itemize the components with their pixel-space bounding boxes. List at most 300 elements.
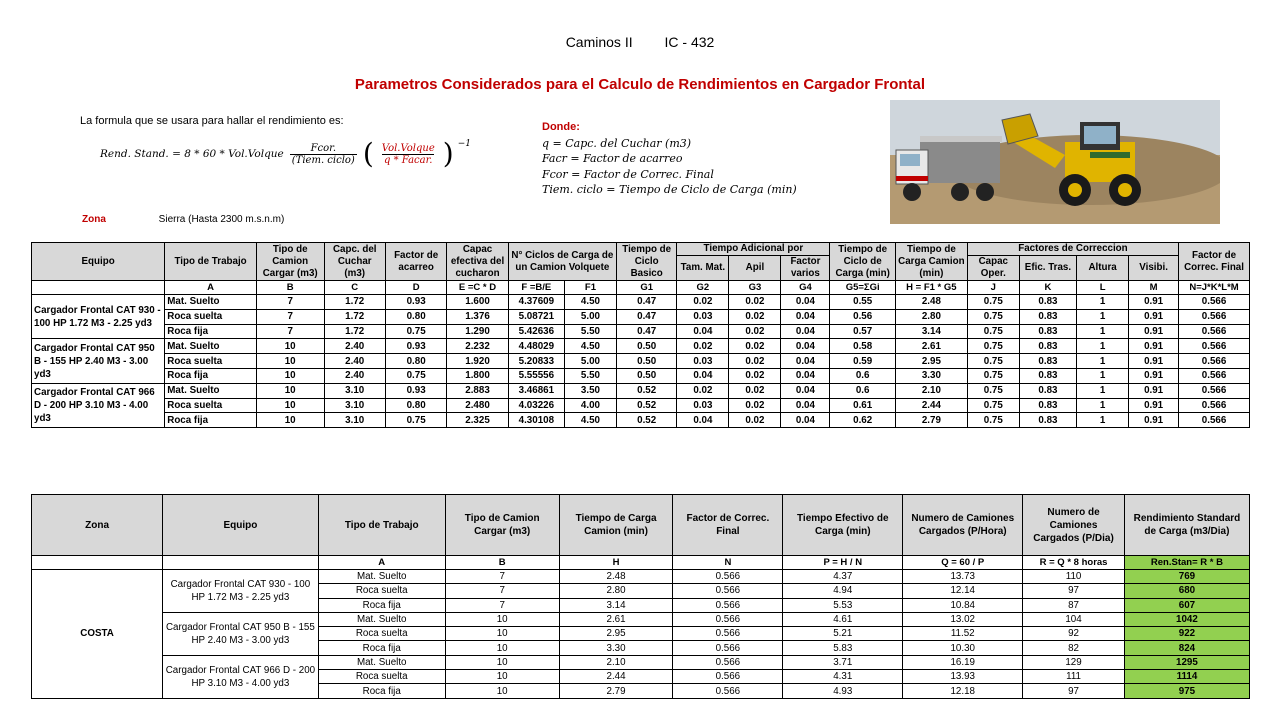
th-apil: Apil: [729, 256, 781, 281]
value-cell: 0.91: [1129, 309, 1179, 324]
letter-cell: G1: [616, 281, 676, 295]
zone-info: [82, 214, 284, 225]
work-type-cell: Mat. Suelto: [318, 655, 445, 669]
value-cell: 0.52: [616, 398, 676, 413]
work-type-cell: Mat. Suelto: [165, 383, 257, 398]
letter-cell: N=J*K*L*M: [1179, 281, 1250, 295]
letter-cell: J: [967, 281, 1019, 295]
value-cell: 0.04: [781, 309, 830, 324]
work-type-cell: Roca fija: [165, 413, 257, 428]
value-cell: 3.10: [324, 413, 385, 428]
value-cell: 1.290: [447, 324, 508, 339]
value-cell: 0.566: [673, 570, 783, 584]
value-cell: 0.91: [1129, 413, 1179, 428]
value-cell: 0.02: [677, 295, 729, 310]
value-cell: 0.566: [673, 684, 783, 698]
work-type-cell: Roca suelta: [318, 627, 445, 641]
th-equipo: Equipo: [32, 243, 165, 281]
value-cell: 0.56: [830, 309, 896, 324]
value-cell: 0.93: [385, 339, 446, 354]
table-row: [32, 368, 1250, 383]
value-cell: 0.03: [677, 309, 729, 324]
letters-row: [32, 281, 1250, 295]
th-tam-mat: Tam. Mat.: [677, 256, 729, 281]
th-capc-cuchar: Capc. del Cuchar (m3): [324, 243, 385, 281]
th2-tipo-camion: Tipo de Camion Cargar (m3): [445, 495, 559, 556]
letter-cell: A: [165, 281, 257, 295]
value-cell: 0.57: [830, 324, 896, 339]
value-cell: 0.6: [830, 368, 896, 383]
value-cell: 0.566: [1179, 398, 1250, 413]
letter-cell: G5=ΣGi: [830, 281, 896, 295]
letter-cell: H = F1 * G5: [895, 281, 967, 295]
th-tiempo-ciclo: Tiempo de Ciclo Basico: [616, 243, 676, 281]
formula-lhs: Rend. Stand. = 8 * 60 * Vol.Volque: [100, 148, 284, 160]
value-cell: 0.47: [616, 324, 676, 339]
value-cell: 0.566: [1179, 368, 1250, 383]
value-cell: 0.83: [1019, 295, 1076, 310]
value-cell: 4.61: [783, 612, 903, 626]
value-cell: 0.75: [967, 354, 1019, 369]
work-type-cell: Roca fija: [165, 324, 257, 339]
value-cell: 0.566: [673, 598, 783, 612]
value-cell: 0.02: [729, 324, 781, 339]
value-cell: 10: [256, 368, 324, 383]
value-cell: 0.566: [1179, 354, 1250, 369]
course-code: IC - 432: [664, 34, 715, 50]
value-cell: 3.30: [559, 641, 673, 655]
th-tiempo-carga-camion: Tiempo de Carga Camion (min): [895, 243, 967, 281]
letter-cell: E =C * D: [447, 281, 508, 295]
zone-value: Sierra (Hasta 2300 m.s.n.m): [158, 214, 285, 225]
formula-exponent: −1: [457, 139, 471, 149]
value-cell: 10: [445, 641, 559, 655]
value-cell: 2.61: [559, 612, 673, 626]
value-cell: 5.55556: [508, 368, 564, 383]
letter-cell: Q = 60 / P: [903, 556, 1023, 570]
value-cell: 0.91: [1129, 295, 1179, 310]
value-cell: 5.00: [564, 309, 616, 324]
rendimiento-cell: 607: [1124, 598, 1249, 612]
value-cell: 0.47: [616, 309, 676, 324]
value-cell: 10: [445, 627, 559, 641]
value-cell: 5.21: [783, 627, 903, 641]
value-cell: 7: [256, 309, 324, 324]
rendimiento-cell: 769: [1124, 570, 1249, 584]
definition-q: q = Capc. del Cuchar (m3): [542, 136, 692, 150]
value-cell: 0.02: [729, 413, 781, 428]
letter-cell: N: [673, 556, 783, 570]
value-cell: 1: [1077, 354, 1129, 369]
rendimiento-cell: 680: [1124, 584, 1249, 598]
value-cell: 11.52: [903, 627, 1023, 641]
definitions: [542, 120, 797, 198]
course-name: Caminos II: [565, 34, 633, 50]
th-tiempo-adicional: Tiempo Adicional por: [677, 243, 830, 256]
value-cell: 2.79: [559, 684, 673, 698]
value-cell: 2.232: [447, 339, 508, 354]
value-cell: 2.61: [895, 339, 967, 354]
value-cell: 0.566: [1179, 413, 1250, 428]
value-cell: 5.50: [564, 324, 616, 339]
value-cell: 1.376: [447, 309, 508, 324]
letter-cell: R = Q * 8 horas: [1023, 556, 1125, 570]
value-cell: 10.30: [903, 641, 1023, 655]
formula-frac1-den: (Tiem. ciclo): [291, 154, 355, 166]
value-cell: 0.566: [673, 612, 783, 626]
value-cell: 10: [256, 339, 324, 354]
value-cell: 2.40: [324, 339, 385, 354]
value-cell: 1.72: [324, 295, 385, 310]
value-cell: 7: [445, 598, 559, 612]
value-cell: 0.566: [673, 655, 783, 669]
value-cell: 0.04: [677, 324, 729, 339]
value-cell: 0.50: [616, 339, 676, 354]
letter-cell: F1: [564, 281, 616, 295]
value-cell: 10: [256, 398, 324, 413]
value-cell: 4.50: [564, 413, 616, 428]
value-cell: 3.14: [559, 598, 673, 612]
value-cell: 129: [1023, 655, 1125, 669]
equipment-cell: Cargador Frontal CAT 966 D - 200 HP 3.10 M3 - 4.00 yd3: [32, 383, 165, 427]
th2-camiones-dia: Numero de Camiones Cargados (P/Dia): [1023, 495, 1125, 556]
value-cell: 0.566: [1179, 339, 1250, 354]
value-cell: 10: [256, 383, 324, 398]
value-cell: 97: [1023, 684, 1125, 698]
value-cell: 2.40: [324, 354, 385, 369]
work-type-cell: Mat. Suelto: [165, 339, 257, 354]
value-cell: 13.93: [903, 670, 1023, 684]
th-tipo-camion: Tipo de Camion Cargar (m3): [256, 243, 324, 281]
value-cell: 0.566: [673, 670, 783, 684]
value-cell: 0.83: [1019, 398, 1076, 413]
value-cell: 0.75: [385, 324, 446, 339]
value-cell: 0.04: [781, 339, 830, 354]
work-type-cell: Roca suelta: [318, 584, 445, 598]
rendimiento-cell: 975: [1124, 684, 1249, 698]
value-cell: 0.47: [616, 295, 676, 310]
value-cell: 3.71: [783, 655, 903, 669]
value-cell: 0.04: [781, 383, 830, 398]
value-cell: 4.50: [564, 295, 616, 310]
value-cell: 4.00: [564, 398, 616, 413]
value-cell: 110: [1023, 570, 1125, 584]
letter-cell: [32, 281, 165, 295]
definition-facr: Facr = Factor de acarreo: [542, 152, 683, 165]
value-cell: 0.75: [385, 368, 446, 383]
work-type-cell: Roca suelta: [165, 354, 257, 369]
letter-cell: Ren.Stan= R * B: [1124, 556, 1249, 570]
value-cell: 0.83: [1019, 309, 1076, 324]
value-cell: 0.75: [385, 413, 446, 428]
value-cell: 0.91: [1129, 339, 1179, 354]
formula-frac2-num: Vol.Volque: [381, 142, 435, 154]
value-cell: 0.02: [677, 383, 729, 398]
value-cell: 5.53: [783, 598, 903, 612]
value-cell: 0.566: [673, 584, 783, 598]
value-cell: 5.50: [564, 368, 616, 383]
value-cell: 5.00: [564, 354, 616, 369]
value-cell: 0.83: [1019, 368, 1076, 383]
value-cell: 4.03226: [508, 398, 564, 413]
zone-cell: COSTA: [32, 570, 163, 699]
value-cell: 2.80: [895, 309, 967, 324]
work-type-cell: Mat. Suelto: [165, 295, 257, 310]
value-cell: 10: [256, 354, 324, 369]
value-cell: 0.93: [385, 295, 446, 310]
th2-camiones-hora: Numero de Camiones Cargados (P/Hora): [903, 495, 1023, 556]
value-cell: 0.566: [673, 641, 783, 655]
rendimiento-cell: 1295: [1124, 655, 1249, 669]
th-visibi: Visibi.: [1129, 256, 1179, 281]
value-cell: 7: [256, 295, 324, 310]
work-type-cell: Roca suelta: [165, 398, 257, 413]
letter-cell: M: [1129, 281, 1179, 295]
value-cell: 4.48029: [508, 339, 564, 354]
th-altura: Altura: [1077, 256, 1129, 281]
value-cell: 92: [1023, 627, 1125, 641]
value-cell: 10.84: [903, 598, 1023, 612]
value-cell: 0.75: [967, 309, 1019, 324]
value-cell: 1.800: [447, 368, 508, 383]
value-cell: 2.95: [559, 627, 673, 641]
paren-open: (: [362, 137, 374, 170]
value-cell: 2.10: [559, 655, 673, 669]
value-cell: 4.37609: [508, 295, 564, 310]
value-cell: 0.52: [616, 383, 676, 398]
value-cell: 0.75: [967, 324, 1019, 339]
value-cell: 0.02: [729, 368, 781, 383]
letter-cell: C: [324, 281, 385, 295]
value-cell: 1: [1077, 368, 1129, 383]
work-type-cell: Mat. Suelto: [318, 612, 445, 626]
table-row: [32, 309, 1250, 324]
value-cell: 7: [256, 324, 324, 339]
value-cell: 0.75: [967, 383, 1019, 398]
formula-intro: La formula que se usara para hallar el rendimiento es:: [80, 115, 344, 127]
letter-cell: [163, 556, 319, 570]
th2-equipo: Equipo: [163, 495, 319, 556]
value-cell: 5.20833: [508, 354, 564, 369]
rendimiento-cell: 1042: [1124, 612, 1249, 626]
value-cell: 1: [1077, 324, 1129, 339]
value-cell: 0.83: [1019, 383, 1076, 398]
page-title: Parametros Considerados para el Calculo de Rendimientos en Cargador Frontal: [354, 76, 926, 93]
value-cell: 12.14: [903, 584, 1023, 598]
value-cell: 7: [445, 570, 559, 584]
value-cell: 0.02: [729, 339, 781, 354]
work-type-cell: Roca fija: [318, 598, 445, 612]
value-cell: 0.04: [781, 354, 830, 369]
th-tiempo-ciclo-carga: Tiempo de Ciclo de Carga (min): [830, 243, 896, 281]
value-cell: 3.14: [895, 324, 967, 339]
value-cell: 3.46861: [508, 383, 564, 398]
value-cell: 2.44: [559, 670, 673, 684]
value-cell: 0.03: [677, 354, 729, 369]
table-row: [32, 383, 1250, 398]
table-row: [32, 413, 1250, 428]
value-cell: 87: [1023, 598, 1125, 612]
parameters-table: [31, 242, 1250, 428]
value-cell: 0.04: [781, 324, 830, 339]
value-cell: 16.19: [903, 655, 1023, 669]
value-cell: 1: [1077, 383, 1129, 398]
letter-cell: F =B/E: [508, 281, 564, 295]
th2-factor-correc: Factor de Correc. Final: [673, 495, 783, 556]
letter-cell: B: [256, 281, 324, 295]
letter-cell: A: [318, 556, 445, 570]
value-cell: 0.52: [616, 413, 676, 428]
value-cell: 0.50: [616, 354, 676, 369]
value-cell: 2.325: [447, 413, 508, 428]
value-cell: 97: [1023, 584, 1125, 598]
equipment-cell: Cargador Frontal CAT 950 B - 155 HP 2.40 M3 - 3.00 yd3: [32, 339, 165, 383]
value-cell: 0.59: [830, 354, 896, 369]
value-cell: 2.883: [447, 383, 508, 398]
value-cell: 0.02: [729, 398, 781, 413]
work-type-cell: Roca fija: [318, 684, 445, 698]
value-cell: 1.600: [447, 295, 508, 310]
th-capac-efectiva: Capac efectiva del cucharon: [447, 243, 508, 281]
th-capac-oper: Capac Oper.: [967, 256, 1019, 281]
value-cell: 2.48: [559, 570, 673, 584]
value-cell: 2.480: [447, 398, 508, 413]
table-row: [32, 339, 1250, 354]
value-cell: 2.80: [559, 584, 673, 598]
value-cell: 3.10: [324, 383, 385, 398]
value-cell: 0.04: [781, 295, 830, 310]
letter-cell: G3: [729, 281, 781, 295]
value-cell: 0.04: [781, 398, 830, 413]
value-cell: 0.93: [385, 383, 446, 398]
value-cell: 0.91: [1129, 324, 1179, 339]
rendimiento-cell: 922: [1124, 627, 1249, 641]
value-cell: 5.83: [783, 641, 903, 655]
work-type-cell: Roca suelta: [318, 670, 445, 684]
formula: [100, 137, 471, 170]
th-tipo-trabajo: Tipo de Trabajo: [165, 243, 257, 281]
value-cell: 1: [1077, 413, 1129, 428]
value-cell: 5.42636: [508, 324, 564, 339]
letter-cell: [32, 556, 163, 570]
table-row: [32, 398, 1250, 413]
value-cell: 3.30: [895, 368, 967, 383]
value-cell: 0.02: [677, 339, 729, 354]
value-cell: 0.80: [385, 354, 446, 369]
table-row: [32, 354, 1250, 369]
equipment-cell: Cargador Frontal CAT 966 D - 200 HP 3.10 M3 - 4.00 yd3: [163, 655, 319, 698]
letter-cell: P = H / N: [783, 556, 903, 570]
rendimiento-cell: 1114: [1124, 670, 1249, 684]
value-cell: 0.04: [781, 368, 830, 383]
value-cell: 0.566: [1179, 309, 1250, 324]
th-factor-varios: Factor varios: [781, 256, 830, 281]
value-cell: 0.04: [781, 413, 830, 428]
value-cell: 104: [1023, 612, 1125, 626]
th2-rendimiento: Rendimiento Standard de Carga (m3/Dia): [1124, 495, 1249, 556]
table-row: [32, 324, 1250, 339]
work-type-cell: Roca fija: [318, 641, 445, 655]
th-ciclos: N° Ciclos de Carga de un Camion Volquete: [508, 243, 616, 281]
table-row: [32, 570, 1250, 584]
value-cell: 12.18: [903, 684, 1023, 698]
value-cell: 0.61: [830, 398, 896, 413]
value-cell: 1: [1077, 398, 1129, 413]
value-cell: 5.08721: [508, 309, 564, 324]
value-cell: 7: [445, 584, 559, 598]
value-cell: 4.30108: [508, 413, 564, 428]
value-cell: 3.50: [564, 383, 616, 398]
value-cell: 0.04: [677, 413, 729, 428]
value-cell: 10: [445, 612, 559, 626]
formula-fraction-1: [290, 143, 357, 166]
th-factor-final: Factor de Correc. Final: [1179, 243, 1250, 281]
equipment-cell: Cargador Frontal CAT 930 - 100 HP 1.72 M3 - 2.25 yd3: [163, 570, 319, 613]
value-cell: 10: [445, 684, 559, 698]
value-cell: 0.91: [1129, 368, 1179, 383]
value-cell: 0.75: [967, 339, 1019, 354]
value-cell: 0.50: [616, 368, 676, 383]
th2-tipo-trabajo: Tipo de Trabajo: [318, 495, 445, 556]
value-cell: 4.93: [783, 684, 903, 698]
value-cell: 4.94: [783, 584, 903, 598]
rendimiento-cell: 824: [1124, 641, 1249, 655]
letter-cell: H: [559, 556, 673, 570]
th2-tiempo-carga: Tiempo de Carga Camion (min): [559, 495, 673, 556]
value-cell: 0.02: [729, 295, 781, 310]
th-factor-acarreo: Factor de acarreo: [385, 243, 446, 281]
value-cell: 0.83: [1019, 339, 1076, 354]
work-type-cell: Roca fija: [165, 368, 257, 383]
letters-row: [32, 556, 1250, 570]
value-cell: 0.02: [729, 383, 781, 398]
formula-frac1-num: Fcor.: [310, 142, 337, 154]
work-type-cell: Roca suelta: [165, 309, 257, 324]
slide-header: [0, 34, 1280, 50]
value-cell: 1: [1077, 339, 1129, 354]
value-cell: 10: [256, 413, 324, 428]
letter-cell: D: [385, 281, 446, 295]
value-cell: 10: [445, 670, 559, 684]
value-cell: 0.566: [1179, 324, 1250, 339]
value-cell: 0.04: [677, 368, 729, 383]
performance-table: [31, 494, 1250, 699]
th-efic-tras: Efic. Tras.: [1019, 256, 1076, 281]
value-cell: 2.40: [324, 368, 385, 383]
letter-cell: G4: [781, 281, 830, 295]
value-cell: 0.566: [1179, 295, 1250, 310]
value-cell: 0.75: [967, 413, 1019, 428]
value-cell: 0.55: [830, 295, 896, 310]
value-cell: 2.79: [895, 413, 967, 428]
value-cell: 4.37: [783, 570, 903, 584]
value-cell: 111: [1023, 670, 1125, 684]
value-cell: 2.95: [895, 354, 967, 369]
value-cell: 0.75: [967, 295, 1019, 310]
value-cell: 0.02: [729, 354, 781, 369]
value-cell: 0.03: [677, 398, 729, 413]
definitions-label: Donde:: [542, 121, 580, 133]
value-cell: 2.44: [895, 398, 967, 413]
th2-tiempo-efectivo: Tiempo Efectivo de Carga (min): [783, 495, 903, 556]
table-row: [32, 295, 1250, 310]
paren-close: ): [442, 137, 454, 170]
value-cell: 0.80: [385, 309, 446, 324]
equipment-cell: Cargador Frontal CAT 950 B - 155 HP 2.40 M3 - 3.00 yd3: [163, 612, 319, 655]
definition-tiem-ciclo: Tiem. ciclo = Tiempo de Ciclo de Carga (min): [542, 183, 797, 196]
value-cell: 0.91: [1129, 383, 1179, 398]
value-cell: 0.75: [967, 398, 1019, 413]
